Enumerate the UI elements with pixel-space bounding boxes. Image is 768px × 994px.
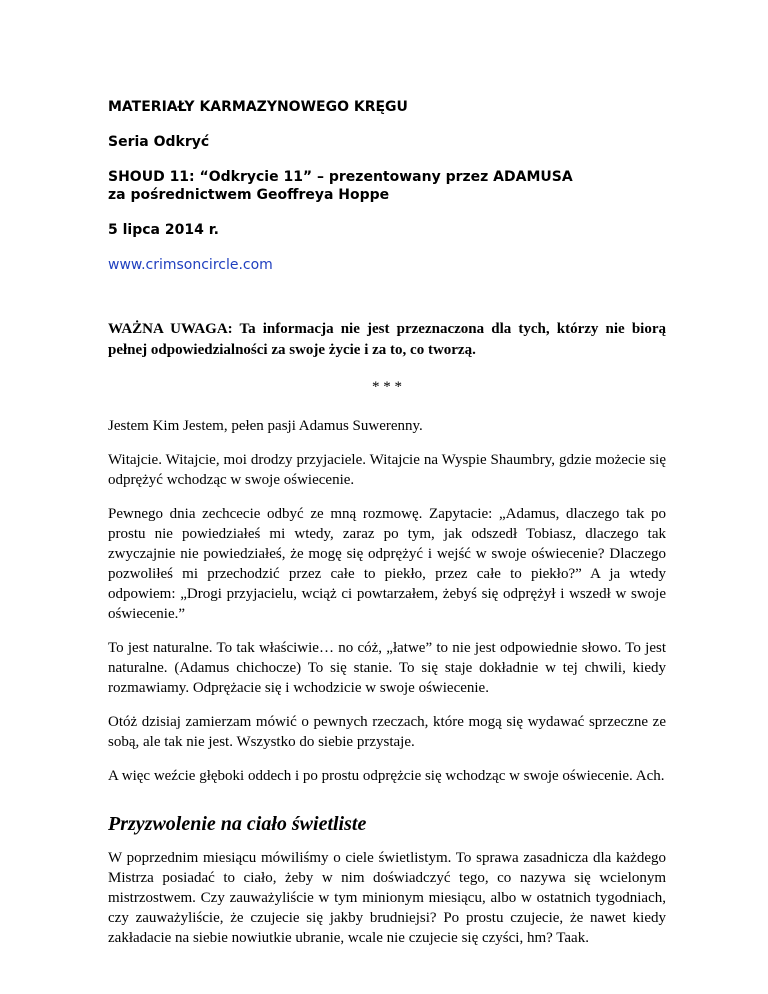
shoud-title: [108, 168, 666, 204]
document-date: 5 lipca 2014 r.: [108, 222, 219, 238]
section-heading: Przyzwolenie na ciało świetliste: [108, 813, 367, 835]
paragraph-welcome: Witajcie. Witajcie, moi drodzy przyjaciele. Witajcie na Wyspie Shaumbry, gdzie możecie się odprężyć wchodząc w swoje oświecenie.: [108, 452, 666, 488]
shoud-title-line1: SHOUD 11: “Odkrycie 11” – prezentowany przez ADAMUSA: [108, 169, 573, 185]
series-title: MATERIAŁY KARMAZYNOWEGO KRĘGU: [108, 99, 408, 115]
paragraph-conversation: Pewnego dnia zechcecie odbyć ze mną rozmowę. Zapytacie: „Adamus, dlaczego tak po prostu nie powiedziałeś mi wtedy, zaraz po tym, jak odszedł Tobiasz, dlaczego tak zwyczajnie nie powiedziałeś, że mogę się odprężyć i wejść w swoje oświecenie? Dlaczego pozwoliłeś mi przechodzić przez całe to piekło, przez całe to piekło?” A ja wtedy odpowiem: „Drogi przyjacielu, wciąż ci powtarzałem, żebyś się odprężył i wszedł w swoje oświecenie.”: [108, 506, 666, 622]
paragraph-breath: A więc weźcie głęboki oddech i po prostu odprężcie się wchodząc w swoje oświecenie. Ach.: [108, 768, 665, 784]
paragraph-light-body: W poprzednim miesiącu mówiliśmy o ciele świetlistym. To sprawa zasadnicza dla każdego Mistrza posiadać to ciało, żeby w nim doświadczyć tego, co nazywa się wcielonym mistrzostwem. Czy zauważyliście w tym minionym miesiącu, albo w ostatnich tygodniach, czy zauważyliście, że czujecie się jakby brudniejsi? Po prostu czujecie, że nawet kiedy zakładacie na siebie nowiutkie ubranie, wcale nie czujecie się czyści, hm? Taak.: [108, 850, 666, 946]
series-subtitle: Seria Odkryć: [108, 134, 210, 150]
important-notice: WAŻNA UWAGA: Ta informacja nie jest przeznaczona dla tych, którzy nie biorą pełnej odpowiedzialności za swoje życie i za to, co tworzą.: [108, 321, 666, 358]
paragraph-today: Otóż dzisiaj zamierzam mówić o pewnych rzeczach, które mogą się wydawać sprzeczne ze sobą, ale tak nie jest. Wszystko do siebie przystaje.: [108, 714, 666, 750]
paragraph-intro: Jestem Kim Jestem, pełen pasji Adamus Suwerenny.: [108, 418, 423, 434]
website-link[interactable]: www.crimsoncircle.com: [108, 257, 273, 273]
section-divider: * * *: [372, 379, 402, 395]
document-content: [108, 94, 666, 948]
shoud-title-line2: za pośrednictwem Geoffreya Hoppe: [108, 187, 390, 203]
paragraph-natural: To jest naturalne. To tak właściwie… no cóż, „łatwe” to nie jest odpowiednie słowo. To jest naturalne. (Adamus chichocze) To się stanie. To się staje dokładnie w tej chwili, kiedy rozmawiamy. Odprężacie się i wchodzicie w swoje oświecenie.: [108, 640, 666, 696]
